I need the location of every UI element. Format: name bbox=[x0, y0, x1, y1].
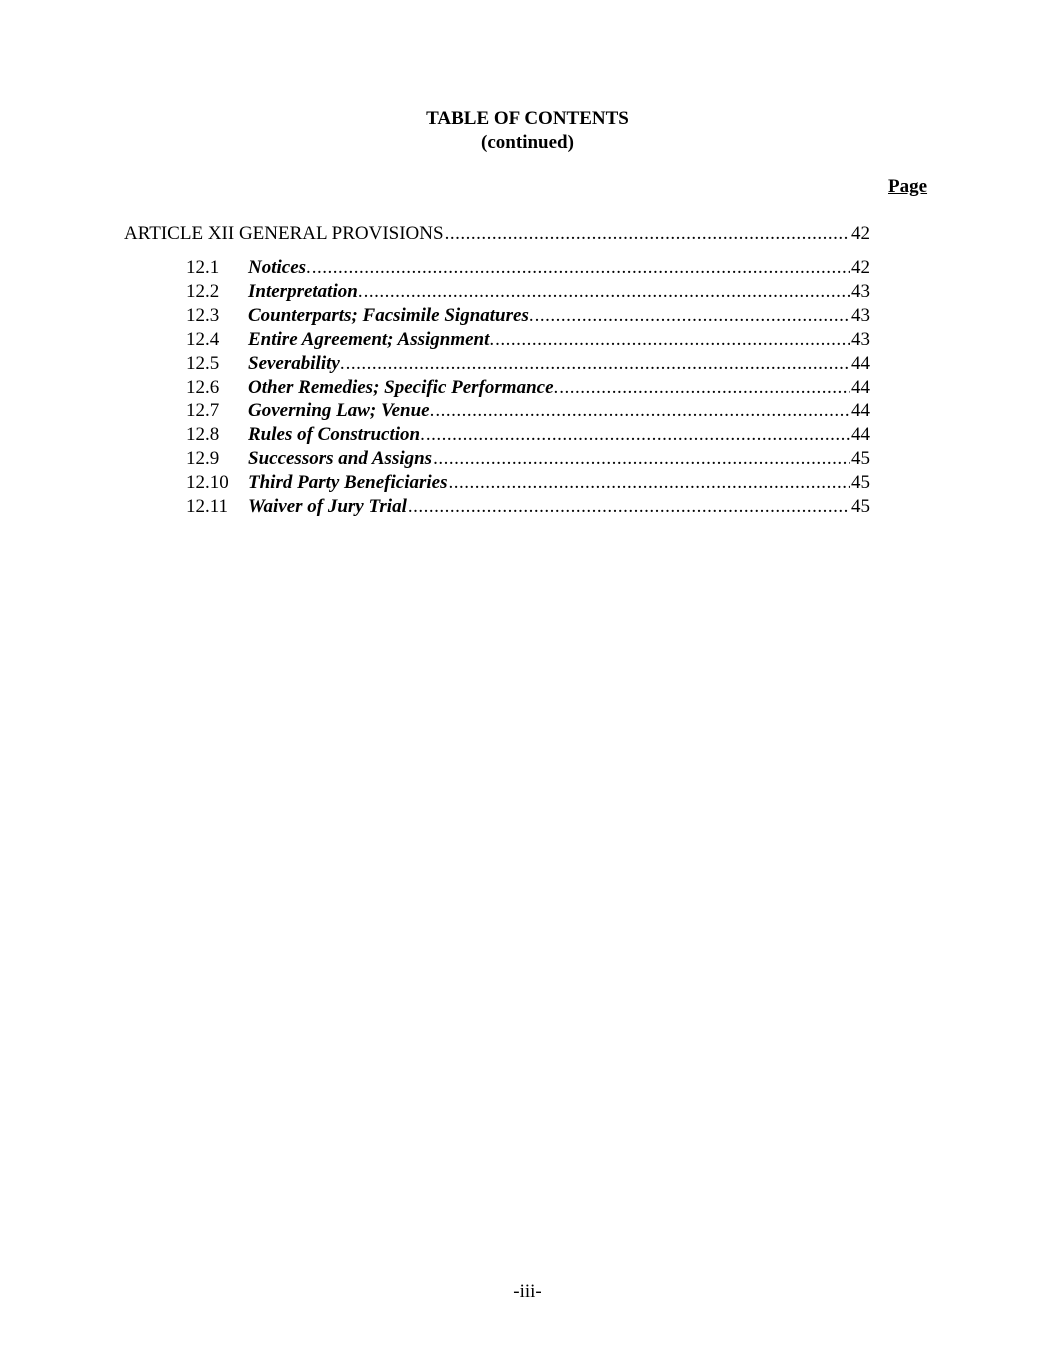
section-number: 12.3 bbox=[186, 304, 220, 326]
section-number: 12.5 bbox=[186, 352, 220, 374]
page-footer-number: -iii- bbox=[513, 1281, 542, 1302]
section-number: 12.11 bbox=[186, 496, 229, 517]
section-page-number: 44 bbox=[851, 376, 870, 398]
section-page-number: 43 bbox=[851, 328, 870, 350]
dot-leader bbox=[433, 447, 850, 471]
section-page-number: 44 bbox=[851, 352, 870, 374]
section-page-number: 44 bbox=[851, 400, 870, 422]
section-number: 12.10 bbox=[186, 472, 229, 494]
dot-leader bbox=[364, 280, 850, 304]
section-number: 12.4 bbox=[186, 328, 220, 350]
dot-leader bbox=[535, 304, 850, 328]
page-column-label: Page bbox=[888, 176, 928, 197]
toc-section-entry[interactable] bbox=[186, 471, 870, 495]
section-page-number: 45 bbox=[851, 448, 870, 470]
section-title: Entire Agreement; Assignment bbox=[248, 328, 490, 350]
section-title: Counterparts; Facsimile Signatures bbox=[248, 304, 529, 326]
section-page-number: 44 bbox=[851, 424, 870, 446]
dot-leader bbox=[435, 399, 850, 423]
article-label: ARTICLE XII GENERAL PROVISIONS bbox=[124, 223, 444, 244]
dot-leader bbox=[426, 423, 850, 447]
section-page-number: 43 bbox=[851, 304, 870, 326]
toc-section-entry[interactable] bbox=[186, 328, 870, 352]
section-title-punctuation: . bbox=[429, 400, 435, 422]
dot-leader bbox=[408, 495, 850, 519]
toc-section-entry[interactable] bbox=[186, 304, 870, 328]
section-page-number: 43 bbox=[851, 280, 870, 302]
toc-section-entry[interactable] bbox=[186, 352, 870, 376]
toc-section-entry[interactable] bbox=[186, 447, 870, 471]
dot-leader bbox=[312, 256, 850, 280]
dot-leader bbox=[346, 352, 850, 376]
section-title-punctuation: . bbox=[553, 376, 559, 398]
section-title-punctuation: . bbox=[306, 257, 311, 278]
toc-section-entry[interactable] bbox=[186, 376, 870, 400]
dot-leader bbox=[445, 222, 850, 246]
toc-section-entry[interactable] bbox=[186, 399, 870, 423]
section-title: Interpretation bbox=[248, 280, 358, 302]
toc-section-entry[interactable] bbox=[186, 280, 870, 304]
section-title: Other Remedies; Specific Performance bbox=[248, 376, 554, 398]
section-title: Governing Law; Venue bbox=[248, 400, 430, 422]
section-title-punctuation: . bbox=[357, 280, 363, 302]
section-number: 12.6 bbox=[186, 376, 220, 398]
article-page-number: 42 bbox=[851, 223, 870, 244]
section-title-punctuation: . bbox=[420, 424, 425, 446]
section-number: 12.7 bbox=[186, 400, 220, 422]
toc-article-entry[interactable] bbox=[124, 222, 870, 246]
section-title: Notices bbox=[248, 257, 307, 278]
toc-section-entry[interactable] bbox=[186, 423, 870, 447]
section-number: 12.9 bbox=[186, 448, 220, 470]
section-page-number: 45 bbox=[851, 496, 870, 517]
section-title: Successors and Assigns bbox=[248, 448, 433, 470]
dot-leader bbox=[559, 376, 850, 400]
section-title-punctuation: . bbox=[489, 328, 495, 350]
section-title-punctuation: . bbox=[339, 352, 345, 374]
section-number: 12.8 bbox=[186, 424, 220, 446]
toc-section-entry[interactable] bbox=[186, 495, 870, 519]
section-title-punctuation: . bbox=[528, 304, 534, 326]
section-number: 12.2 bbox=[186, 280, 220, 302]
section-title: Rules of Construction bbox=[248, 424, 421, 446]
section-page-number: 45 bbox=[851, 472, 870, 494]
dot-leader bbox=[495, 328, 850, 352]
section-number: 12.1 bbox=[186, 257, 220, 278]
toc-header bbox=[0, 107, 1055, 155]
section-page-number: 42 bbox=[851, 257, 870, 278]
toc-section-entry[interactable] bbox=[186, 256, 870, 280]
toc-title: TABLE OF CONTENTS bbox=[426, 108, 629, 129]
section-title: Third Party Beneficiaries bbox=[248, 472, 448, 494]
section-title: Waiver of Jury Trial bbox=[248, 496, 407, 517]
dot-leader bbox=[448, 471, 850, 495]
toc-subtitle: (continued) bbox=[481, 132, 574, 153]
section-title: Severability bbox=[248, 352, 340, 374]
